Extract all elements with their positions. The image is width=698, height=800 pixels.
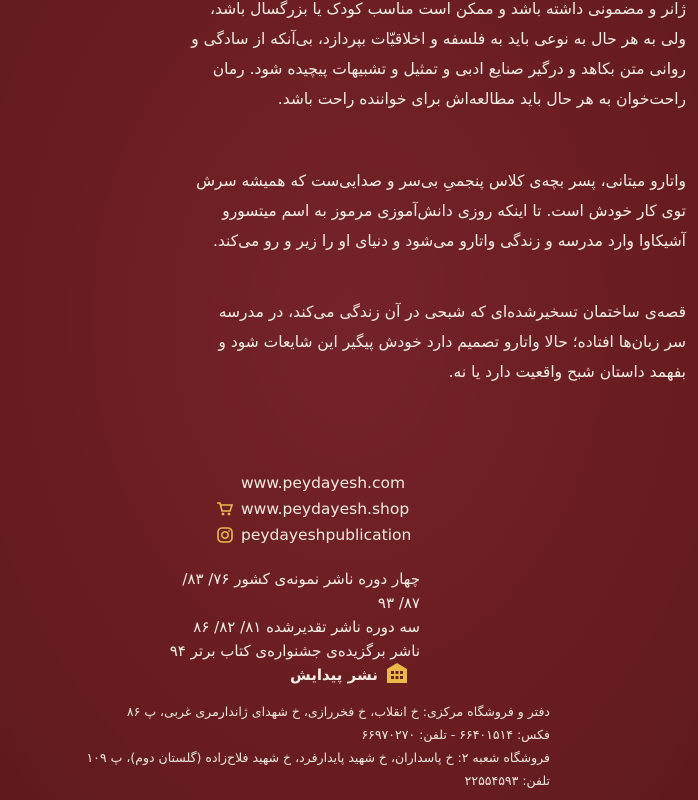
website-link[interactable]: www.peydayesh.com — [241, 474, 406, 492]
address-line: تلفن: ۲۲۵۵۴۵۹۳ — [464, 773, 550, 788]
instagram-link[interactable]: peydayeshpublication — [215, 522, 411, 548]
text-line: واتارو میتانی، پسر بچه‌ی کلاس پنجمیِ بی‌سر و صدایی‌ست که همیشه سرش — [196, 172, 686, 190]
text-line: سر زبان‌ها افتاده؛ حالا واتارو تصمیم دارد خودش پیگیر این شایعات شود و — [218, 333, 686, 351]
shop-link[interactable]: www.peydayesh.shop — [215, 496, 411, 522]
publisher-logo-icon — [386, 662, 408, 688]
address-line: فروشگاه شعبه ۲: خ پاسداران، خ شهید پایدارفرد، خ شهید فلاح‌زاده (گلستان دوم)، پ ۱۰۹ — [86, 750, 550, 765]
shopping-cart-icon — [215, 499, 235, 519]
description-paragraph-1 — [0, 0, 698, 114]
publisher-links — [215, 470, 411, 548]
text-line: روانی متن بکاهد و درگیر صنایع ادبی و تمثیل و تشبیهات پیچیده شود. رمان — [212, 60, 686, 78]
award-line: چهار دوره ناشر نمونه‌ی کشور ۷۶/ ۸۳/ ۸۷/ ۹۳ — [182, 570, 420, 612]
award-line: ناشر برگزیده‌ی جشنواره‌ی کتاب برتر ۹۴ — [169, 642, 420, 660]
address-line: فکس: ۶۶۴۰۱۵۱۴ - تلفن: ۶۶۹۷۰۲۷۰ — [361, 727, 550, 742]
text-line: راحت‌خوان به هر حال باید مطالعه‌اش برای خواننده راحت باشد. — [277, 90, 686, 108]
text-line: قصه‌ی ساختمان تسخیرشده‌ای که شبحی در آن زندگی می‌کند، در مدرسه — [218, 303, 686, 321]
text-line: بفهمد داستان شبح واقعیت دارد یا نه. — [448, 363, 686, 381]
text-line: ولی به هر حال به نوعی باید به فلسفه و اخلاقیّات بپردازد، بی‌آنکه از سادگی و — [191, 30, 686, 48]
description-paragraph-3 — [0, 297, 698, 387]
publisher-awards — [160, 567, 420, 663]
award-line: سه دوره ناشر تقدیرشده ۸۱/ ۸۲/ ۸۶ — [193, 618, 420, 636]
publisher-brand — [290, 662, 408, 688]
description-paragraph-2 — [0, 166, 698, 256]
address-line: دفتر و فروشگاه مرکزی: خ انقلاب، خ فخررازی، خ شهدای ژاندارمری غربی، پ ۸۶ — [126, 704, 550, 719]
instagram-icon — [215, 525, 235, 545]
text-line: ژانر و مضمونی داشته باشد و ممکن است مناسب کودک یا بزرگسال باشد، — [210, 0, 686, 18]
text-line: توی کار خودش است. تا اینکه روزی دانش‌آموزی مرموز به اسم میتسورو — [222, 202, 686, 220]
publisher-name: نشر پیدایش — [290, 666, 378, 684]
publisher-address — [0, 700, 698, 792]
text-line: آشیکاوا وارد مدرسه و زندگی واتارو می‌شود و دنیای او را زیر و رو می‌کند. — [212, 232, 686, 250]
